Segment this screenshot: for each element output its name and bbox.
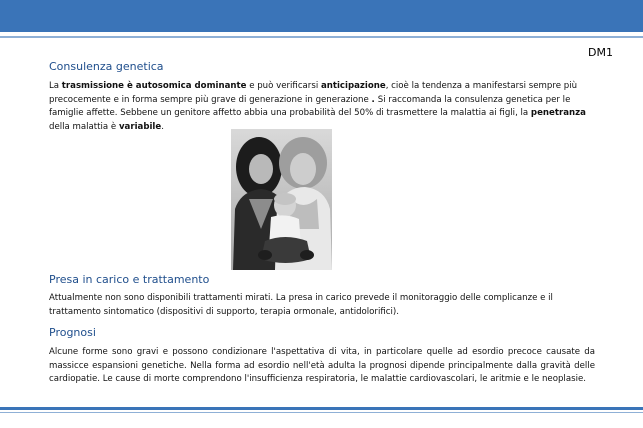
genetic-counseling-segment: della malattia è (49, 121, 119, 132)
genetic-counseling-segment: Si raccomanda la consulenza genetica per le famiglie affette. Sebbene un genitore affetto abbia una probabilità del 50% di trasmettere la malattia ai figli, la (49, 94, 571, 119)
header-divider (0, 36, 643, 38)
genetic-counseling-segment: . (371, 94, 378, 105)
family-photo (231, 129, 332, 270)
genetic-counseling-segment: La (49, 81, 62, 91)
genetic-counseling-segment: . (161, 121, 164, 132)
genetic-counseling-segment: penetranza (530, 108, 586, 119)
footer-rule (0, 407, 643, 410)
family-photo-image (231, 129, 332, 270)
section-title-care: Presa in carico e trattamento (49, 273, 210, 286)
genetic-counseling-paragraph (49, 80, 595, 134)
prognosis-paragraph: Alcune forme sono gravi e possono condizionare l'aspettativa di vita, in particolare quelle ad esordio precoce causate da massicce espansioni genetiche. Nella forma ad esordio nell'età adulta la prognosi dipende principalmente dalla gravità delle cardiopatie. Le cause di morte comprendono l'insufficienza respiratoria, le malattie cardiovascolari, le aritmie e le neoplasie. (49, 347, 595, 385)
footer-rule-thin (0, 412, 643, 413)
document-code: DM1 (588, 46, 613, 59)
genetic-counseling-segment: e può verificarsi (246, 81, 321, 91)
genetic-counseling-segment: anticipazione (320, 81, 386, 91)
section-title-genetic-counseling: Consulenza genetica (49, 60, 164, 73)
section-title-prognosis: Prognosi (49, 326, 96, 339)
header-bar (0, 0, 643, 32)
genetic-counseling-segment: variabile (118, 121, 162, 132)
genetic-counseling-segment: , cioè la tendenza a manifestarsi sempre più precocemente e in forma sempre più grave di generazione in generazione (49, 81, 578, 105)
care-paragraph: Attualmente non sono disponibili trattamenti mirati. La presa in carico prevede il monitoraggio delle complicanze e il trattamento sintomatico (dispositivi di supporto, terapia ormonale, antidolorifici). (49, 293, 553, 317)
genetic-counseling-segment: trasmissione è autosomica dominante (61, 81, 247, 91)
